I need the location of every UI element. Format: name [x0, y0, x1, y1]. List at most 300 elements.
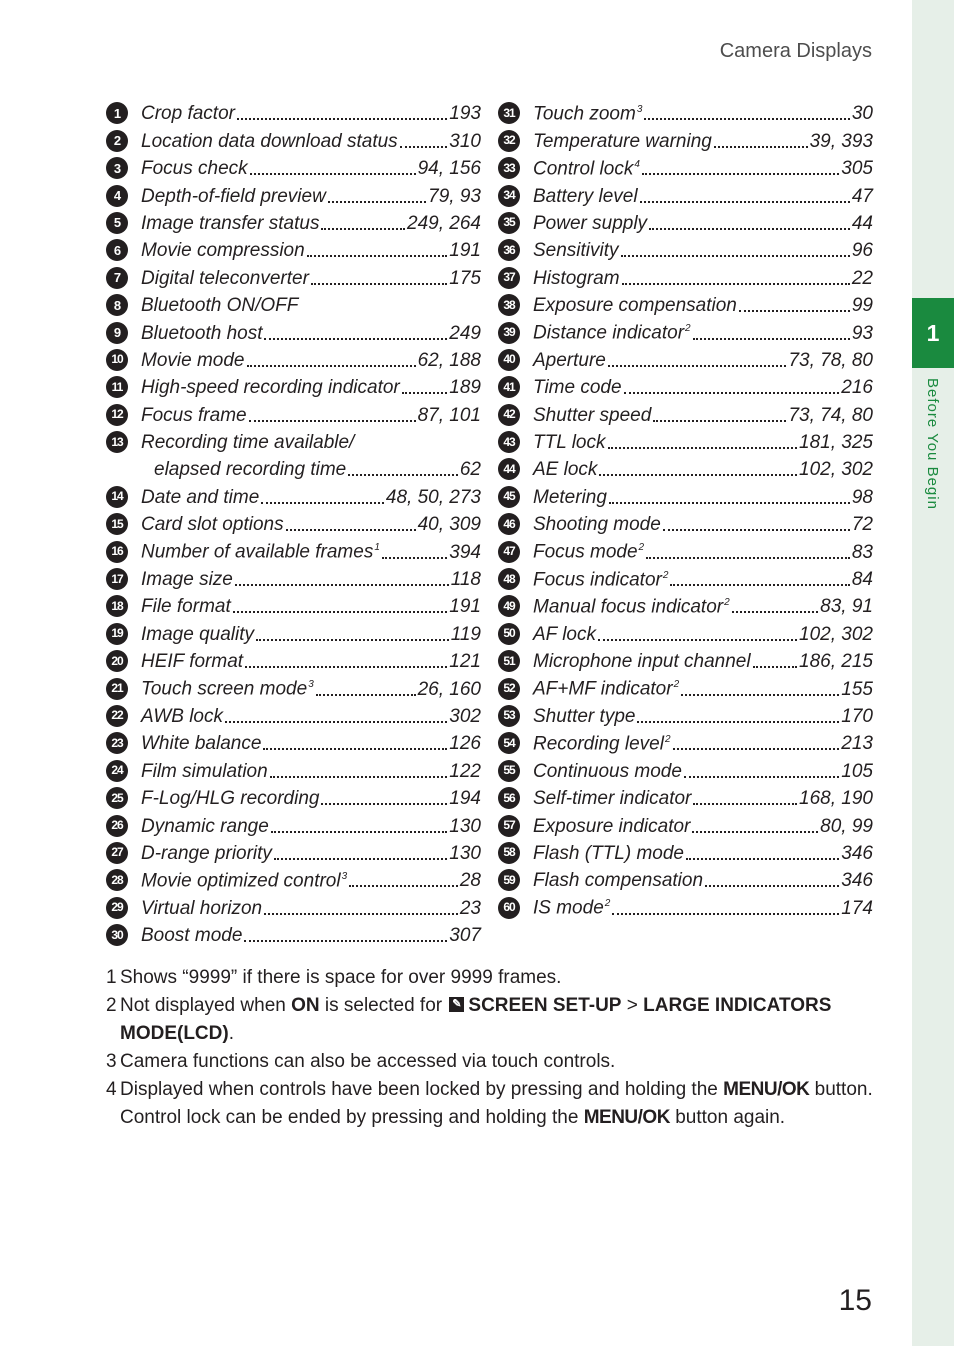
- dot-leader: [233, 611, 448, 613]
- callout-number: 17: [106, 568, 128, 590]
- dot-leader: [311, 283, 447, 285]
- page-reference: 83, 91: [820, 596, 873, 618]
- footnote-ref: 2: [685, 323, 691, 335]
- entry-label-text: Temperature warning: [533, 130, 712, 152]
- entry-label: [141, 484, 259, 511]
- page-reference: 28: [459, 870, 481, 892]
- dot-leader: [705, 885, 839, 887]
- entry-label-text: High-speed recording indicator: [141, 377, 400, 399]
- index-entry: [498, 155, 873, 182]
- page-reference: 94, 156: [417, 158, 481, 180]
- callout-number: 53: [498, 705, 520, 727]
- callout-number: 45: [498, 486, 520, 508]
- page-reference: 213: [841, 733, 873, 755]
- entry-label-text: Card slot options: [141, 514, 284, 536]
- callout-number: 40: [498, 349, 520, 371]
- callout-number: 44: [498, 458, 520, 480]
- entry-label-text: Image transfer status: [141, 212, 320, 234]
- page-reference: 191: [449, 240, 481, 262]
- page-reference: 73, 74, 80: [788, 404, 873, 426]
- entry-label-text: Sensitivity: [533, 240, 619, 262]
- page-reference: 168, 190: [799, 788, 873, 810]
- footnote-number: 1: [106, 967, 117, 988]
- page-reference: 193: [449, 103, 481, 125]
- left-index-column: [106, 100, 481, 949]
- footnote-ref: 3: [636, 104, 643, 116]
- entry-label: [533, 183, 638, 210]
- dot-leader: [663, 529, 850, 531]
- dot-leader: [274, 858, 447, 860]
- screen-setup-menu: SCREEN SET-UP: [468, 995, 622, 1016]
- entry-label-text: Focus check: [141, 158, 248, 180]
- entry-label-text: AF lock: [533, 623, 597, 645]
- callout-number: 37: [498, 267, 520, 289]
- entry-label-text: Virtual horizon: [141, 897, 263, 919]
- dot-leader: [270, 776, 448, 778]
- entry-label: [533, 589, 730, 620]
- footnote-text: Shows “9999” if there is space for over 9999 frames.: [120, 967, 562, 988]
- callout-number: 11: [106, 376, 128, 398]
- index-entry: [498, 757, 873, 784]
- entry-label-text: Control lock: [533, 158, 634, 180]
- entry-label-text: Aperture: [533, 349, 606, 371]
- page-reference: 93: [851, 322, 873, 344]
- page-reference: 249: [449, 322, 481, 344]
- entry-label: [141, 320, 262, 347]
- page-reference: 80, 99: [820, 815, 873, 837]
- callout-number: 58: [498, 842, 520, 864]
- entry-label: [533, 402, 651, 429]
- entry-label: [141, 210, 319, 237]
- page-reference: 87, 101: [417, 404, 481, 426]
- entry-label-text: Flash (TTL) mode: [533, 842, 684, 864]
- index-entry: [106, 319, 481, 346]
- entry-label-text: Number of available frames: [141, 541, 374, 563]
- dot-leader: [250, 173, 416, 175]
- index-entry: [498, 182, 873, 209]
- index-entry: [498, 100, 873, 127]
- footnote-text: [120, 992, 876, 1048]
- dot-leader: [225, 721, 447, 723]
- dot-leader: [321, 228, 405, 230]
- page-reference: 126: [449, 733, 481, 755]
- dot-leader: [247, 365, 416, 367]
- callout-number: 10: [106, 349, 128, 371]
- page-reference: 170: [841, 705, 873, 727]
- entry-label-text: Focus indicator: [533, 569, 662, 591]
- entry-label-text: Boost mode: [141, 925, 243, 947]
- index-entry: [106, 237, 481, 264]
- entry-label: [141, 183, 326, 210]
- entry-label: [533, 315, 691, 346]
- right-index-column: [498, 100, 873, 922]
- index-entry: [498, 620, 873, 647]
- chapter-name: Before You Begin: [924, 378, 941, 510]
- footnote-3: [106, 1048, 876, 1076]
- page-reference: 191: [449, 596, 481, 618]
- callout-number: 52: [498, 678, 520, 700]
- entry-label-text: AF+MF indicator: [533, 678, 673, 700]
- footnote-ref: 4: [634, 158, 640, 170]
- callout-number: 23: [106, 732, 128, 754]
- index-entry: [498, 237, 873, 264]
- index-entry: [106, 182, 481, 209]
- callout-number: 48: [498, 568, 520, 590]
- index-entry: [498, 483, 873, 510]
- entry-label: [533, 429, 606, 456]
- entry-label-text: F-Log/HLG recording: [141, 788, 320, 810]
- index-entry: [498, 730, 873, 757]
- page-reference: 84: [851, 569, 873, 591]
- index-entry: [106, 456, 481, 483]
- entry-label: [141, 758, 268, 785]
- index-entry: [498, 785, 873, 812]
- footnote-ref: 2: [638, 542, 645, 554]
- index-entry: [498, 319, 873, 346]
- footnote-text-part: is selected for: [319, 995, 448, 1016]
- page-title: Camera Displays: [719, 40, 872, 62]
- index-entry: [106, 593, 481, 620]
- footnote-text: Camera functions can also be accessed via touch controls.: [120, 1051, 616, 1072]
- callout-number: 1: [106, 102, 128, 124]
- callout-number: 55: [498, 760, 520, 782]
- entry-label: [141, 671, 314, 702]
- entry-label: [533, 374, 622, 401]
- entry-label: [141, 100, 235, 127]
- callout-number: 49: [498, 595, 520, 617]
- entry-label: [533, 758, 682, 785]
- dot-leader: [642, 173, 839, 175]
- footnote-number: 3: [106, 1051, 117, 1072]
- index-entry: [106, 620, 481, 647]
- callout-number: 47: [498, 541, 520, 563]
- page-reference: 83: [851, 541, 873, 563]
- entry-label-text: Date and time: [141, 486, 260, 508]
- page-reference: 102, 302: [799, 623, 873, 645]
- entry-label-text: Bluetooth host: [141, 322, 263, 344]
- entry-label-text: Time code: [533, 377, 622, 399]
- entry-label-text: Touch screen mode: [141, 678, 308, 700]
- page-reference: 62, 188: [417, 349, 481, 371]
- dot-leader: [673, 748, 840, 750]
- footnote-text-part: button again.: [669, 1107, 786, 1128]
- dot-leader: [307, 255, 448, 257]
- menu-ok-button-label: MENU/OK: [583, 1107, 670, 1128]
- dot-leader: [321, 803, 447, 805]
- dot-leader: [714, 146, 808, 148]
- callout-number: 32: [498, 130, 520, 152]
- page-reference: 99: [851, 295, 873, 317]
- entry-label-text: Image size: [141, 569, 233, 591]
- callout-number: 24: [106, 760, 128, 782]
- callout-number: 51: [498, 650, 520, 672]
- page-reference: 186, 215: [799, 651, 873, 673]
- page-reference: 130: [449, 842, 481, 864]
- entry-label-text: Shutter type: [533, 705, 636, 727]
- entry-label-text: HEIF format: [141, 651, 244, 673]
- page-reference: 22: [851, 267, 873, 289]
- entry-label-text: Movie compression: [141, 240, 305, 262]
- callout-number: 21: [106, 678, 128, 700]
- dot-leader: [621, 255, 850, 257]
- on-option: ON: [291, 995, 320, 1016]
- index-entry: [106, 730, 481, 757]
- entry-label: [141, 265, 309, 292]
- callout-number: 3: [106, 157, 128, 179]
- dot-leader: [684, 776, 839, 778]
- entry-label: [141, 534, 380, 565]
- callout-number: 39: [498, 322, 520, 344]
- entry-label: [533, 671, 679, 702]
- callout-number: 7: [106, 267, 128, 289]
- index-entry: [498, 210, 873, 237]
- page-reference: 305: [841, 158, 873, 180]
- entry-label: [533, 210, 647, 237]
- callout-number: 35: [498, 212, 520, 234]
- page-reference: 307: [449, 925, 481, 947]
- callout-number: 46: [498, 513, 520, 535]
- dot-leader: [264, 338, 447, 340]
- dot-leader: [653, 420, 786, 422]
- index-entry: [106, 429, 481, 456]
- index-entry: [106, 703, 481, 730]
- entry-label: [141, 237, 305, 264]
- page-reference: 23: [459, 897, 481, 919]
- entry-label-text: Self-timer indicator: [533, 788, 692, 810]
- dot-leader: [249, 420, 416, 422]
- entry-label-text: Image quality: [141, 623, 255, 645]
- page-reference: 302: [449, 705, 481, 727]
- dot-leader: [644, 118, 849, 120]
- dot-leader: [640, 201, 850, 203]
- callout-number: 36: [498, 239, 520, 261]
- entry-label: [141, 813, 269, 840]
- footnote-4: [106, 1076, 876, 1132]
- entry-label-text: Continuous mode: [533, 760, 682, 782]
- entry-label-text: Digital teleconverter: [141, 267, 309, 289]
- callout-number: 60: [498, 897, 520, 919]
- callout-number: 25: [106, 787, 128, 809]
- entry-label-text: Microphone input channel: [533, 651, 751, 673]
- page-reference: 48, 50, 273: [385, 486, 481, 508]
- footnotes: [106, 964, 876, 1132]
- callout-number: 12: [106, 404, 128, 426]
- entry-label: [533, 484, 607, 511]
- footnote-ref: 2: [604, 898, 611, 910]
- entry-label: [141, 895, 262, 922]
- page-reference: 130: [449, 815, 481, 837]
- dot-leader: [245, 666, 447, 668]
- dot-leader: [753, 666, 797, 668]
- footnote-ref: 2: [673, 679, 680, 691]
- dot-leader: [264, 913, 458, 915]
- dot-leader: [244, 940, 447, 942]
- page-reference: 155: [841, 678, 873, 700]
- chapter-tab: [912, 298, 954, 368]
- index-entry: [498, 593, 873, 620]
- callout-number: 2: [106, 130, 128, 152]
- callout-number: 33: [498, 157, 520, 179]
- footnote-text-part: .: [228, 1023, 234, 1044]
- dot-leader: [624, 392, 840, 394]
- entry-label: [533, 347, 606, 374]
- index-entry: [498, 894, 873, 921]
- dot-leader: [235, 584, 449, 586]
- page-reference: 216: [841, 377, 873, 399]
- dot-leader: [686, 858, 839, 860]
- page-reference: 119: [450, 623, 481, 645]
- index-entry: [106, 401, 481, 428]
- dot-leader: [263, 748, 447, 750]
- dot-leader: [316, 694, 416, 696]
- page-reference: 26, 160: [417, 678, 481, 700]
- dot-leader: [637, 721, 839, 723]
- entry-label: [533, 785, 691, 812]
- entry-label: [141, 128, 398, 155]
- wrench-icon: ✎: [449, 997, 464, 1012]
- index-entry: [498, 456, 873, 483]
- dot-leader: [692, 831, 818, 833]
- entry-label-text: D-range priority: [141, 842, 272, 864]
- callout-number: 19: [106, 623, 128, 645]
- entry-label-text: elapsed recording time: [154, 459, 347, 481]
- page-reference: 39, 393: [809, 130, 873, 152]
- index-entry: [498, 347, 873, 374]
- dot-leader: [382, 557, 447, 559]
- index-entry: [106, 538, 481, 565]
- entry-label-text: Movie mode: [141, 349, 245, 371]
- large-indicators-option: LARGE INDICATORS MODE(LCD): [120, 995, 832, 1044]
- index-entry: [106, 675, 481, 702]
- page-reference: 394: [449, 541, 481, 563]
- dot-leader: [608, 447, 798, 449]
- entry-label-text: File format: [141, 596, 231, 618]
- callout-number: 42: [498, 404, 520, 426]
- callout-number: 41: [498, 376, 520, 398]
- page-reference: 310: [449, 130, 481, 152]
- callout-number: 27: [106, 842, 128, 864]
- entry-label: [141, 155, 248, 182]
- index-entry: [106, 374, 481, 401]
- entry-label-text: AWB lock: [141, 705, 224, 727]
- chapter-number: 1: [926, 319, 940, 346]
- callout-number: 4: [106, 185, 128, 207]
- dot-leader: [608, 365, 787, 367]
- page-reference: 189: [449, 377, 481, 399]
- dot-leader: [400, 146, 448, 148]
- entry-label: [141, 292, 298, 319]
- entry-label-text: TTL lock: [533, 432, 606, 454]
- index-entry: [498, 374, 873, 401]
- entry-label: [533, 840, 684, 867]
- dot-leader: [609, 502, 850, 504]
- footnote-ref: 2: [724, 597, 730, 609]
- entry-label-text: Recording time available/: [141, 432, 355, 454]
- entry-label-text: Battery level: [533, 185, 638, 207]
- page-reference: 346: [841, 870, 873, 892]
- dot-leader: [622, 283, 850, 285]
- callout-number: 31: [498, 102, 520, 124]
- footnote-text: [120, 1076, 876, 1132]
- callout-number: 54: [498, 732, 520, 754]
- entry-label: [533, 151, 640, 182]
- footnote-text-part: button. Control lock can be ended by pressing and holding the: [120, 1079, 873, 1128]
- entry-label-text: Crop factor: [141, 103, 235, 125]
- page-reference: 96: [851, 240, 873, 262]
- menu-ok-button-label: MENU/OK: [723, 1079, 810, 1100]
- index-entry: [106, 347, 481, 374]
- entry-label-text: Focus frame: [141, 404, 247, 426]
- entry-label-text: Film simulation: [141, 760, 268, 782]
- entry-label: [141, 402, 247, 429]
- footnote-number: 4: [106, 1079, 117, 1100]
- entry-label: [141, 863, 347, 894]
- dot-leader: [402, 392, 448, 394]
- entry-label: [141, 566, 233, 593]
- entry-label: [533, 813, 690, 840]
- page-reference: 44: [851, 212, 873, 234]
- index-entry: [498, 401, 873, 428]
- entry-label-text: Recording level: [533, 733, 664, 755]
- index-entry: [106, 127, 481, 154]
- dot-leader: [271, 831, 448, 833]
- entry-label-text: Location data download status: [141, 130, 398, 152]
- footnote-ref: 3: [341, 871, 348, 882]
- page-reference: 40, 309: [417, 514, 481, 536]
- footnote-1: [106, 964, 876, 992]
- dot-leader: [649, 228, 850, 230]
- entry-label-text: AE lock: [533, 459, 598, 481]
- index-entry: [106, 566, 481, 593]
- entry-label-text: Power supply: [533, 212, 648, 234]
- page-reference: 122: [449, 760, 481, 782]
- index-entry: [106, 757, 481, 784]
- index-entry: [106, 264, 481, 291]
- callout-number: 56: [498, 787, 520, 809]
- callout-number: 28: [106, 869, 128, 891]
- page-reference: 62: [459, 459, 481, 481]
- entry-label-text: IS mode: [533, 897, 604, 919]
- callout-number: 8: [106, 294, 128, 316]
- callout-number: 57: [498, 815, 520, 837]
- footnote-ref: 2: [662, 569, 669, 581]
- index-entry: [498, 675, 873, 702]
- entry-label: [141, 593, 231, 620]
- entry-label-text: White balance: [141, 733, 262, 755]
- callout-number: 38: [498, 294, 520, 316]
- entry-label-text: Focus mode: [533, 541, 638, 563]
- page-reference: 346: [841, 842, 873, 864]
- dot-leader: [261, 502, 384, 504]
- index-entry: [106, 155, 481, 182]
- index-entry: [106, 100, 481, 127]
- callout-number: 6: [106, 239, 128, 261]
- entry-label-text: Shutter speed: [533, 404, 652, 426]
- index-entry: [106, 894, 481, 921]
- dot-leader: [286, 529, 416, 531]
- entry-label-text: Dynamic range: [141, 815, 269, 837]
- page-reference: 249, 264: [407, 212, 481, 234]
- page-reference: 30: [851, 103, 873, 125]
- callout-number: 43: [498, 431, 520, 453]
- entry-label-text: Touch zoom: [533, 103, 636, 125]
- entry-label: [141, 621, 254, 648]
- entry-label: [141, 785, 319, 812]
- page-reference: 79, 93: [428, 185, 481, 207]
- page-reference: 181, 325: [799, 432, 873, 454]
- menu-separator: >: [621, 995, 644, 1016]
- footnote-text-part: Displayed when controls have been locked by pressing and holding the: [120, 1079, 724, 1100]
